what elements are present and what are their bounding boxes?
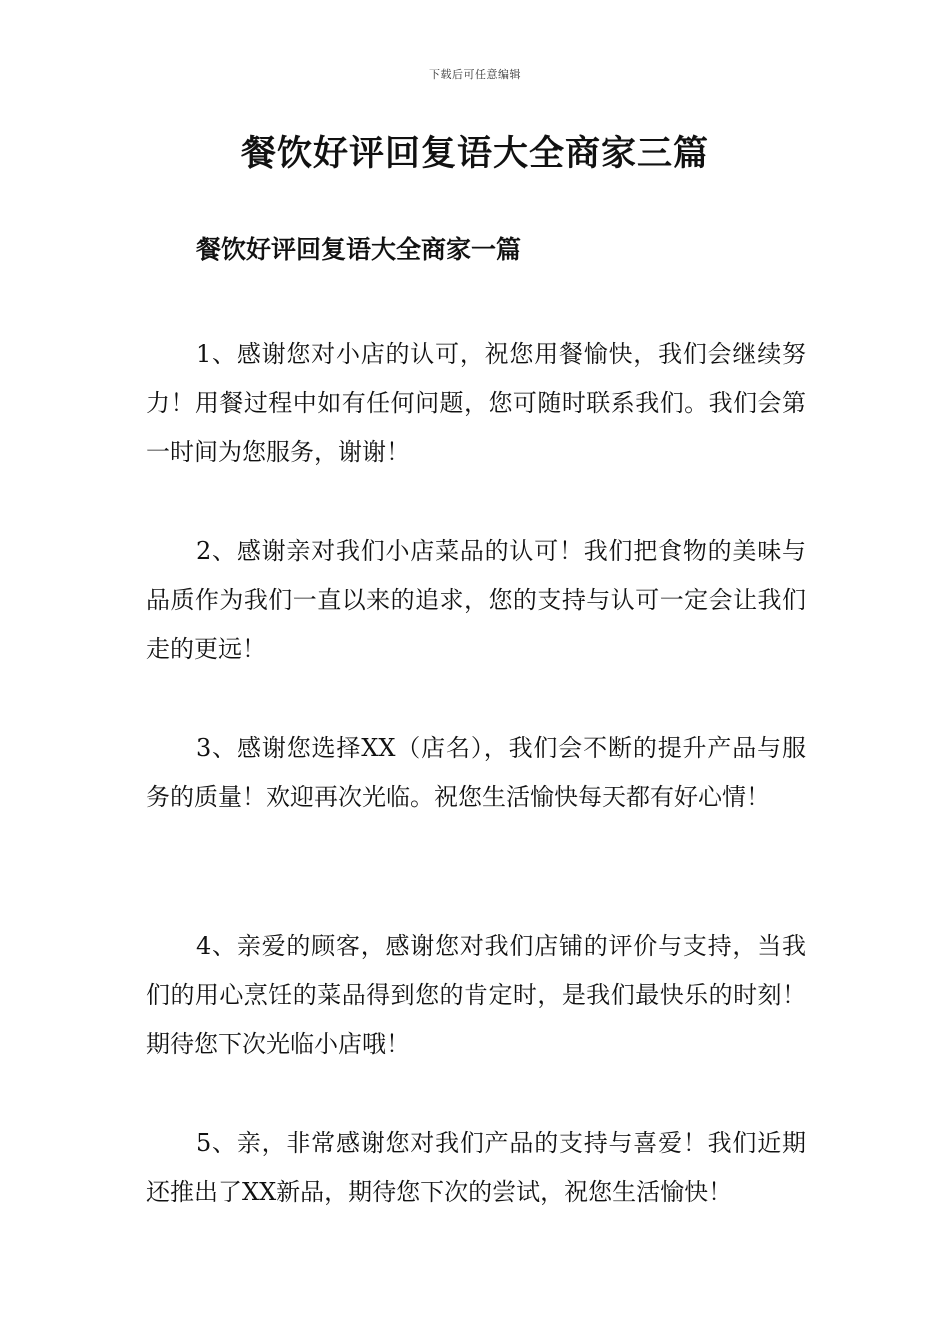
section-heading: 餐饮好评回复语大全商家一篇 — [196, 235, 522, 264]
header-note: 下载后可任意编辑 — [429, 68, 521, 81]
document-title: 餐饮好评回复语大全商家三篇 — [240, 134, 709, 174]
paragraph-2: 2、感谢亲对我们小店菜品的认可！我们把食物的美味与品质作为我们一直以来的追求，您的支持与认可一定会让我们走的更远！ — [146, 537, 806, 663]
paragraph-1: 1、感谢您对小店的认可，祝您用餐愉快，我们会继续努力！用餐过程中如有任何问题，您可随时联系我们。我们会第一时间为您服务，谢谢！ — [146, 340, 806, 466]
paragraph-5: 5、亲，非常感谢您对我们产品的支持与喜爱！我们近期还推出了XX新品，期待您下次的尝试，祝您生活愉快！ — [146, 1129, 806, 1206]
paragraph-3: 3、感谢您选择XX（店名），我们会不断的提升产品与服务的质量！欢迎再次光临。祝您生活愉快每天都有好心情！ — [146, 734, 806, 811]
paragraph-4: 4、亲爱的顾客，感谢您对我们店铺的评价与支持，当我们的用心烹饪的菜品得到您的肯定时，是我们最快乐的时刻！期待您下次光临小店哦！ — [146, 932, 806, 1058]
